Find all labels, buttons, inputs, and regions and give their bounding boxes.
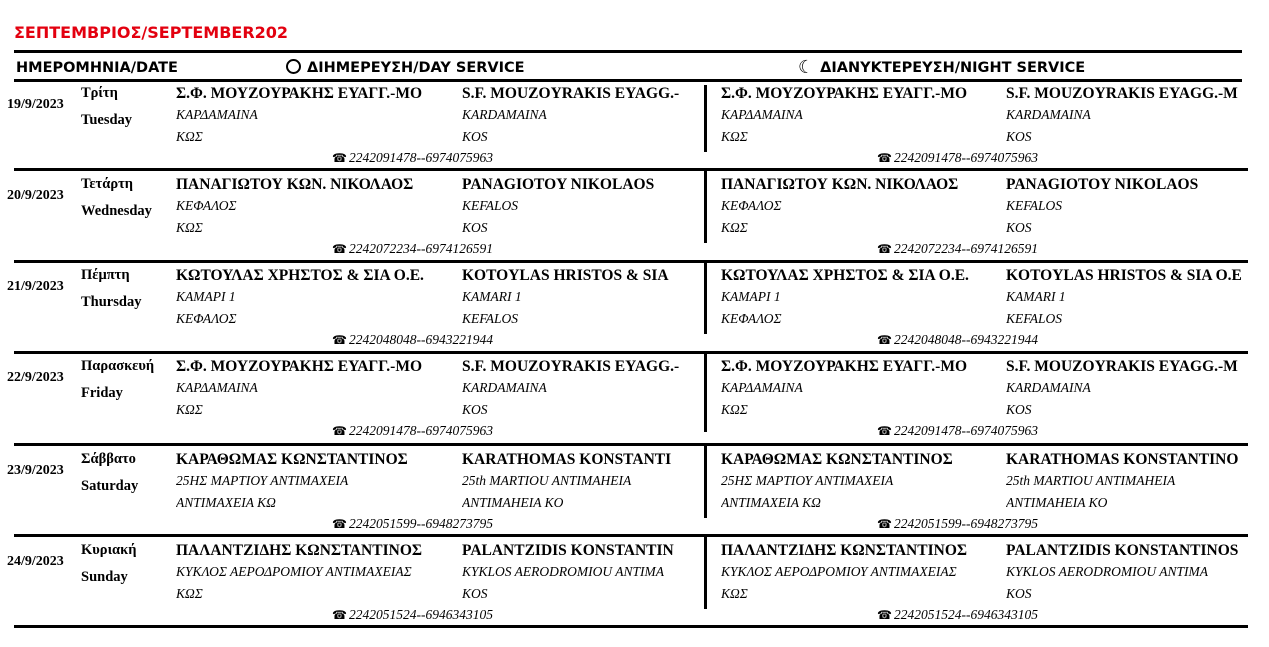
night-address-line1-greek: ΚΑΡΔΑΜΑΙΝΑ bbox=[721, 380, 803, 395]
night-phone-number: 2242051524--6946343105 bbox=[893, 607, 1038, 622]
night-address-line1-greek: ΚΕΦΑΛΟΣ bbox=[721, 198, 782, 213]
day-phone-number: 2242091478--6974075963 bbox=[348, 150, 493, 165]
day-address-line2-greek: ΚΩΣ bbox=[176, 402, 203, 417]
night-address-line1-latin: KARDAMAINA bbox=[1006, 107, 1091, 122]
header-bottom-rule bbox=[14, 79, 1242, 82]
night-address-line2-latin: KOS bbox=[1006, 586, 1032, 601]
page-title: ΣΕΠΤΕΜΒΡΙΟΣ/SEPTEMBER202 bbox=[14, 23, 289, 42]
day-row bbox=[0, 542, 1269, 634]
moon-icon: ☾ bbox=[798, 57, 815, 78]
day-phone-line bbox=[332, 423, 493, 439]
night-phone-number: 2242091478--6974075963 bbox=[893, 150, 1038, 165]
phone-icon: ☎ bbox=[877, 151, 892, 165]
day-phone-number: 2242051599--6948273795 bbox=[348, 516, 493, 531]
night-address-line2-greek: ΚΩΣ bbox=[721, 129, 748, 144]
night-address-line2-latin: KOS bbox=[1006, 402, 1032, 417]
night-phone-number: 2242048048--6943221944 bbox=[893, 332, 1038, 347]
night-pharmacy-name-greek: ΚΑΡΑΘΩΜΑΣ ΚΩΝΣΤΑΝΤΙΝΟΣ bbox=[721, 451, 953, 468]
weekday-english: Thursday bbox=[81, 294, 142, 310]
day-address-line2-greek: ΑΝΤΙΜΑΧΕΙΑ ΚΩ bbox=[176, 495, 276, 510]
day-address-line2-latin: ANTIMAHEIA KO bbox=[462, 495, 564, 510]
day-phone-line bbox=[332, 332, 493, 348]
day-pharmacy-name-greek: ΠΑΝΑΓΙΩΤΟΥ ΚΩΝ. ΝΙΚΟΛΑΟΣ bbox=[176, 176, 414, 193]
day-address-line1-latin: KARDAMAINA bbox=[462, 107, 547, 122]
row-separator-rule bbox=[14, 168, 1248, 171]
day-pharmacy-name-greek: ΚΩΤΟΥΛΑΣ ΧΡΗΣΤΟΣ & ΣΙΑ Ο.Ε. bbox=[176, 267, 424, 284]
phone-icon: ☎ bbox=[332, 517, 347, 531]
night-address-line2-greek: ΑΝΤΙΜΑΧΕΙΑ ΚΩ bbox=[721, 495, 821, 510]
night-address-line1-greek: 25ΗΣ ΜΑΡΤΙΟΥ ΑΝΤΙΜΑΧΕΙΑ bbox=[721, 473, 894, 488]
night-address-line1-latin: 25th MARTIOU ANTIMAHEIA bbox=[1006, 473, 1176, 488]
day-address-line1-greek: ΚΑΡΔΑΜΑΙΝΑ bbox=[176, 107, 258, 122]
service-column-divider bbox=[704, 85, 707, 152]
day-service-label: ΔΙΗΜΕΡΕΥΣΗ/DAY SERVICE bbox=[307, 60, 525, 76]
weekday-english: Saturday bbox=[81, 478, 139, 494]
header-top-rule bbox=[14, 50, 1242, 53]
night-address-line1-latin: KAMARI 1 bbox=[1006, 289, 1066, 304]
day-address-line1-latin: KAMARI 1 bbox=[462, 289, 522, 304]
night-pharmacy-name-latin: PANAGIOTOY NIKOLAOS bbox=[1006, 176, 1199, 193]
service-column-divider bbox=[704, 171, 707, 243]
night-phone-number: 2242091478--6974075963 bbox=[893, 423, 1038, 438]
night-pharmacy-name-latin: KARATHOMAS KONSTANTINO bbox=[1006, 451, 1239, 468]
row-date: 19/9/2023 bbox=[7, 97, 64, 112]
weekday-english: Tuesday bbox=[81, 112, 133, 128]
weekday-greek: Σάββατο bbox=[81, 451, 136, 467]
night-address-line1-latin: KARDAMAINA bbox=[1006, 380, 1091, 395]
night-pharmacy-name-greek: ΠΑΛΑΝΤΖΙΔΗΣ ΚΩΝΣΤΑΝΤΙΝΟΣ bbox=[721, 542, 968, 559]
day-pharmacy-name-greek: Σ.Φ. ΜΟΥΖΟΥΡΑΚΗΣ ΕΥΑΓΓ.-ΜΟ bbox=[176, 358, 423, 375]
night-address-line1-greek: ΚΥΚΛΟΣ ΑΕΡΟΔΡΟΜΙΟΥ ΑΝΤΙΜΑΧΕΙΑΣ bbox=[721, 564, 957, 579]
day-pharmacy-name-greek: ΠΑΛΑΝΤΖΙΔΗΣ ΚΩΝΣΤΑΝΤΙΝΟΣ bbox=[176, 542, 423, 559]
day-pharmacy-name-greek: Σ.Φ. ΜΟΥΖΟΥΡΑΚΗΣ ΕΥΑΓΓ.-ΜΟ bbox=[176, 85, 423, 102]
night-address-line2-greek: ΚΕΦΑΛΟΣ bbox=[721, 311, 782, 326]
row-date: 23/9/2023 bbox=[7, 463, 64, 478]
date-column-header: ΗΜΕΡΟΜΗΝΙΑ/DATE bbox=[16, 60, 178, 76]
night-pharmacy-name-greek: ΠΑΝΑΓΙΩΤΟΥ ΚΩΝ. ΝΙΚΟΛΑΟΣ bbox=[721, 176, 959, 193]
day-phone-number: 2242048048--6943221944 bbox=[348, 332, 493, 347]
day-phone-number: 2242091478--6974075963 bbox=[348, 423, 493, 438]
row-separator-rule bbox=[14, 534, 1248, 537]
night-phone-line bbox=[877, 241, 1038, 257]
night-address-line2-latin: KOS bbox=[1006, 220, 1032, 235]
night-pharmacy-name-latin: S.F. MOUZOYRAKIS EYAGG.-M bbox=[1006, 358, 1238, 375]
weekday-greek: Πέμπτη bbox=[81, 267, 130, 283]
day-pharmacy-name-latin: PANAGIOTOY NIKOLAOS bbox=[462, 176, 655, 193]
night-address-line2-greek: ΚΩΣ bbox=[721, 586, 748, 601]
day-address-line1-latin: KEFALOS bbox=[462, 198, 519, 213]
night-address-line2-latin: KOS bbox=[1006, 129, 1032, 144]
day-address-line2-greek: ΚΩΣ bbox=[176, 586, 203, 601]
day-pharmacy-name-latin: PALANTZIDIS KONSTANTIN bbox=[462, 542, 674, 559]
day-address-line2-latin: KEFALOS bbox=[462, 311, 519, 326]
night-pharmacy-name-greek: ΚΩΤΟΥΛΑΣ ΧΡΗΣΤΟΣ & ΣΙΑ Ο.Ε. bbox=[721, 267, 969, 284]
day-address-line1-greek: ΚΕΦΑΛΟΣ bbox=[176, 198, 237, 213]
service-column-divider bbox=[704, 263, 707, 334]
night-phone-line bbox=[877, 150, 1038, 166]
day-address-line1-latin: KARDAMAINA bbox=[462, 380, 547, 395]
phone-icon: ☎ bbox=[332, 333, 347, 347]
day-address-line1-greek: 25ΗΣ ΜΑΡΤΙΟΥ ΑΝΤΙΜΑΧΕΙΑ bbox=[176, 473, 349, 488]
weekday-greek: Τρίτη bbox=[81, 85, 118, 101]
phone-icon: ☎ bbox=[332, 608, 347, 622]
service-column-divider bbox=[704, 446, 707, 518]
day-row bbox=[0, 451, 1269, 543]
night-address-line2-latin: ANTIMAHEIA KO bbox=[1006, 495, 1108, 510]
night-address-line2-latin: KEFALOS bbox=[1006, 311, 1063, 326]
day-row bbox=[0, 267, 1269, 359]
day-phone-number: 2242051524--6946343105 bbox=[348, 607, 493, 622]
night-pharmacy-name-latin: KOTOYLAS HRISTOS & SIA O.E bbox=[1006, 267, 1242, 284]
day-address-line2-latin: KOS bbox=[462, 129, 488, 144]
day-pharmacy-name-latin: KARATHOMAS KONSTANTI bbox=[462, 451, 672, 468]
phone-icon: ☎ bbox=[332, 151, 347, 165]
phone-icon: ☎ bbox=[877, 608, 892, 622]
row-date: 24/9/2023 bbox=[7, 554, 64, 569]
phone-icon: ☎ bbox=[877, 333, 892, 347]
day-row bbox=[0, 358, 1269, 450]
night-pharmacy-name-greek: Σ.Φ. ΜΟΥΖΟΥΡΑΚΗΣ ΕΥΑΓΓ.-ΜΟ bbox=[721, 358, 968, 375]
day-address-line1-greek: ΚΑΜΑΡΙ 1 bbox=[176, 289, 236, 304]
day-address-line1-latin: KYKLOS AERODROMIOU ANTIMA bbox=[462, 564, 665, 579]
day-address-line1-greek: ΚΑΡΔΑΜΑΙΝΑ bbox=[176, 380, 258, 395]
row-date: 20/9/2023 bbox=[7, 188, 64, 203]
phone-icon: ☎ bbox=[877, 517, 892, 531]
night-phone-number: 2242072234--6974126591 bbox=[893, 241, 1038, 256]
weekday-english: Wednesday bbox=[81, 203, 152, 219]
day-phone-number: 2242072234--6974126591 bbox=[348, 241, 493, 256]
phone-icon: ☎ bbox=[877, 242, 892, 256]
row-separator-rule bbox=[14, 625, 1248, 628]
night-phone-line bbox=[877, 332, 1038, 348]
row-separator-rule bbox=[14, 351, 1248, 354]
day-address-line1-latin: 25th MARTIOU ANTIMAHEIA bbox=[462, 473, 632, 488]
day-row bbox=[0, 176, 1269, 268]
phone-icon: ☎ bbox=[332, 424, 347, 438]
night-address-line2-greek: ΚΩΣ bbox=[721, 220, 748, 235]
sun-icon bbox=[286, 59, 301, 74]
night-address-line1-greek: ΚΑΜΑΡΙ 1 bbox=[721, 289, 781, 304]
day-service-header bbox=[286, 58, 525, 78]
night-pharmacy-name-latin: S.F. MOUZOYRAKIS EYAGG.-M bbox=[1006, 85, 1238, 102]
day-row bbox=[0, 85, 1269, 177]
day-pharmacy-name-latin: S.F. MOUZOYRAKIS EYAGG.- bbox=[462, 358, 680, 375]
night-address-line1-greek: ΚΑΡΔΑΜΑΙΝΑ bbox=[721, 107, 803, 122]
night-phone-line bbox=[877, 423, 1038, 439]
day-address-line2-latin: KOS bbox=[462, 586, 488, 601]
row-date: 21/9/2023 bbox=[7, 279, 64, 294]
phone-icon: ☎ bbox=[877, 424, 892, 438]
day-address-line2-greek: ΚΕΦΑΛΟΣ bbox=[176, 311, 237, 326]
service-column-divider bbox=[704, 537, 707, 609]
weekday-english: Friday bbox=[81, 385, 123, 401]
day-phone-line bbox=[332, 607, 493, 623]
day-address-line2-greek: ΚΩΣ bbox=[176, 129, 203, 144]
day-address-line2-greek: ΚΩΣ bbox=[176, 220, 203, 235]
day-address-line2-latin: KOS bbox=[462, 220, 488, 235]
day-address-line1-greek: ΚΥΚΛΟΣ ΑΕΡΟΔΡΟΜΙΟΥ ΑΝΤΙΜΑΧΕΙΑΣ bbox=[176, 564, 412, 579]
night-address-line2-greek: ΚΩΣ bbox=[721, 402, 748, 417]
night-phone-line bbox=[877, 607, 1038, 623]
night-address-line1-latin: KYKLOS AERODROMIOU ANTIMA bbox=[1006, 564, 1209, 579]
day-phone-line bbox=[332, 241, 493, 257]
row-separator-rule bbox=[14, 443, 1248, 446]
night-phone-line bbox=[877, 516, 1038, 532]
row-date: 22/9/2023 bbox=[7, 370, 64, 385]
row-separator-rule bbox=[14, 260, 1248, 263]
night-service-header bbox=[798, 58, 1085, 78]
night-service-label: ΔΙΑΝΥΚΤΕΡΕΥΣΗ/NIGHT SERVICE bbox=[820, 60, 1086, 76]
day-address-line2-latin: KOS bbox=[462, 402, 488, 417]
night-address-line1-latin: KEFALOS bbox=[1006, 198, 1063, 213]
night-pharmacy-name-latin: PALANTZIDIS KONSTANTINOS bbox=[1006, 542, 1239, 559]
weekday-greek: Τετάρτη bbox=[81, 176, 134, 192]
night-pharmacy-name-greek: Σ.Φ. ΜΟΥΖΟΥΡΑΚΗΣ ΕΥΑΓΓ.-ΜΟ bbox=[721, 85, 968, 102]
weekday-english: Sunday bbox=[81, 569, 128, 585]
night-phone-number: 2242051599--6948273795 bbox=[893, 516, 1038, 531]
phone-icon: ☎ bbox=[332, 242, 347, 256]
day-phone-line bbox=[332, 516, 493, 532]
weekday-greek: Κυριακή bbox=[81, 542, 137, 558]
day-pharmacy-name-greek: ΚΑΡΑΘΩΜΑΣ ΚΩΝΣΤΑΝΤΙΝΟΣ bbox=[176, 451, 408, 468]
service-column-divider bbox=[704, 354, 707, 432]
day-pharmacy-name-latin: KOTOYLAS HRISTOS & SIA bbox=[462, 267, 669, 284]
day-pharmacy-name-latin: S.F. MOUZOYRAKIS EYAGG.- bbox=[462, 85, 680, 102]
day-phone-line bbox=[332, 150, 493, 166]
weekday-greek: Παρασκευή bbox=[81, 358, 155, 374]
